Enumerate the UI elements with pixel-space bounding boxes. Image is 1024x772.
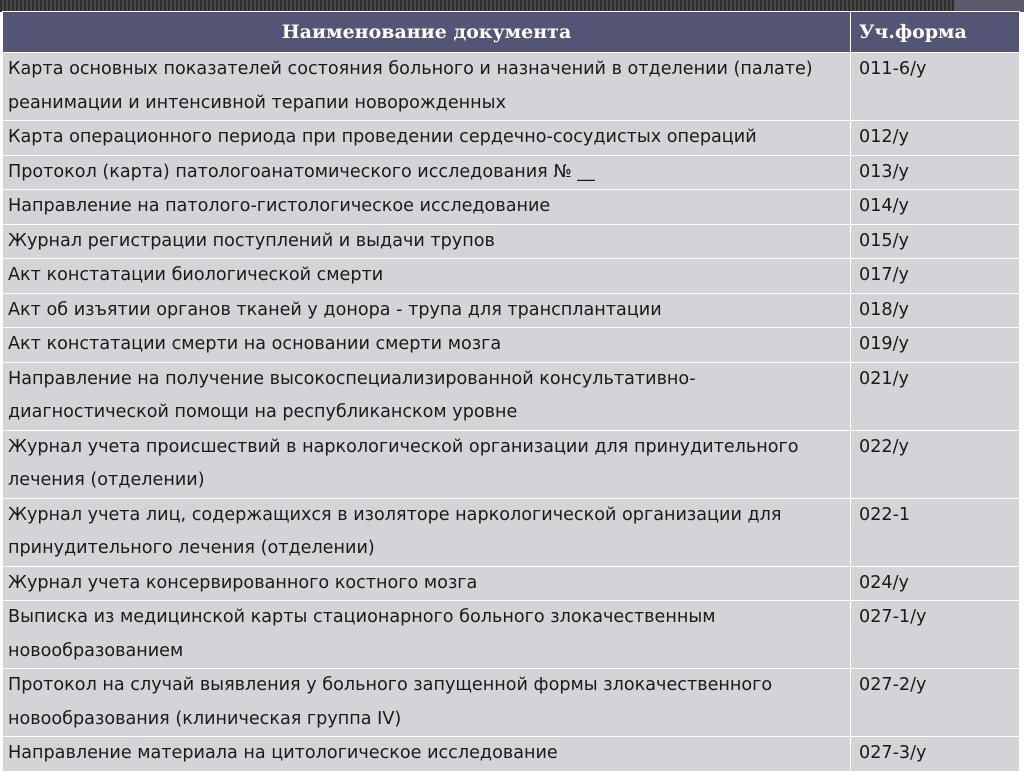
table-row <box>3 53 1020 121</box>
table-row <box>3 121 1020 156</box>
document-name-cell: Направление материала на цитологическое исследование <box>3 737 851 772</box>
form-code-cell: 011-6/у <box>851 53 1020 121</box>
document-name-cell: Выписка из медицинской карты стационарного больного злокачественным новообразованием <box>3 601 851 669</box>
form-code-cell: 014/у <box>851 190 1020 225</box>
table-row <box>3 328 1020 363</box>
form-code-cell: 013/у <box>851 155 1020 190</box>
header-form-code: Уч.форма <box>851 12 1020 53</box>
document-name-cell: Протокол на случай выявления у больного запущенной формы злокачественного новообразования (клиническая группа IV) <box>3 669 851 737</box>
table-row <box>3 259 1020 294</box>
document-name-cell: Карта основных показателей состояния больного и назначений в отделении (палате) реанимации и интенсивной терапии новорожденных <box>3 53 851 121</box>
document-name-cell: Журнал учета консервированного костного мозга <box>3 566 851 601</box>
document-name-cell: Журнал учета лиц, содержащихся в изоляторе наркологической организации для принудительного лечения (отделении) <box>3 498 851 566</box>
document-name-cell: Акт констатации биологической смерти <box>3 259 851 294</box>
form-code-cell: 017/у <box>851 259 1020 294</box>
table-row <box>3 601 1020 669</box>
form-code-cell: 012/у <box>851 121 1020 156</box>
form-code-cell: 022-1 <box>851 498 1020 566</box>
form-code-cell: 027-2/у <box>851 669 1020 737</box>
table-header-row <box>3 12 1020 53</box>
table-row <box>3 669 1020 737</box>
document-name-cell: Карта операционного периода при проведении сердечно-сосудистых операций <box>3 121 851 156</box>
form-code-cell: 027-3/у <box>851 737 1020 772</box>
form-code-cell: 015/у <box>851 224 1020 259</box>
document-name-cell: Акт констатации смерти на основании смерти мозга <box>3 328 851 363</box>
table-row <box>3 566 1020 601</box>
form-code-cell: 027-1/у <box>851 601 1020 669</box>
document-name-cell: Акт об изъятии органов тканей у донора - трупа для трансплантации <box>3 293 851 328</box>
header-document-name: Наименование документа <box>3 12 851 53</box>
table-row <box>3 293 1020 328</box>
document-name-cell: Журнал учета происшествий в наркологической организации для принудительного лечения (отделении) <box>3 430 851 498</box>
form-code-cell: 018/у <box>851 293 1020 328</box>
table-row <box>3 362 1020 430</box>
table-row <box>3 190 1020 225</box>
documents-table <box>2 11 1020 772</box>
table-row <box>3 737 1020 772</box>
document-name-cell: Протокол (карта) патологоанатомического исследования № __ <box>3 155 851 190</box>
form-code-cell: 019/у <box>851 328 1020 363</box>
table-row <box>3 155 1020 190</box>
table-row <box>3 498 1020 566</box>
document-name-cell: Направление на патолого-гистологическое исследование <box>3 190 851 225</box>
table-row <box>3 430 1020 498</box>
form-code-cell: 024/у <box>851 566 1020 601</box>
form-code-cell: 021/у <box>851 362 1020 430</box>
table-row <box>3 224 1020 259</box>
document-name-cell: Направление на получение высокоспециализированной консультативно-диагностической помощи на республиканском уровне <box>3 362 851 430</box>
form-code-cell: 022/у <box>851 430 1020 498</box>
document-name-cell: Журнал регистрации поступлений и выдачи трупов <box>3 224 851 259</box>
